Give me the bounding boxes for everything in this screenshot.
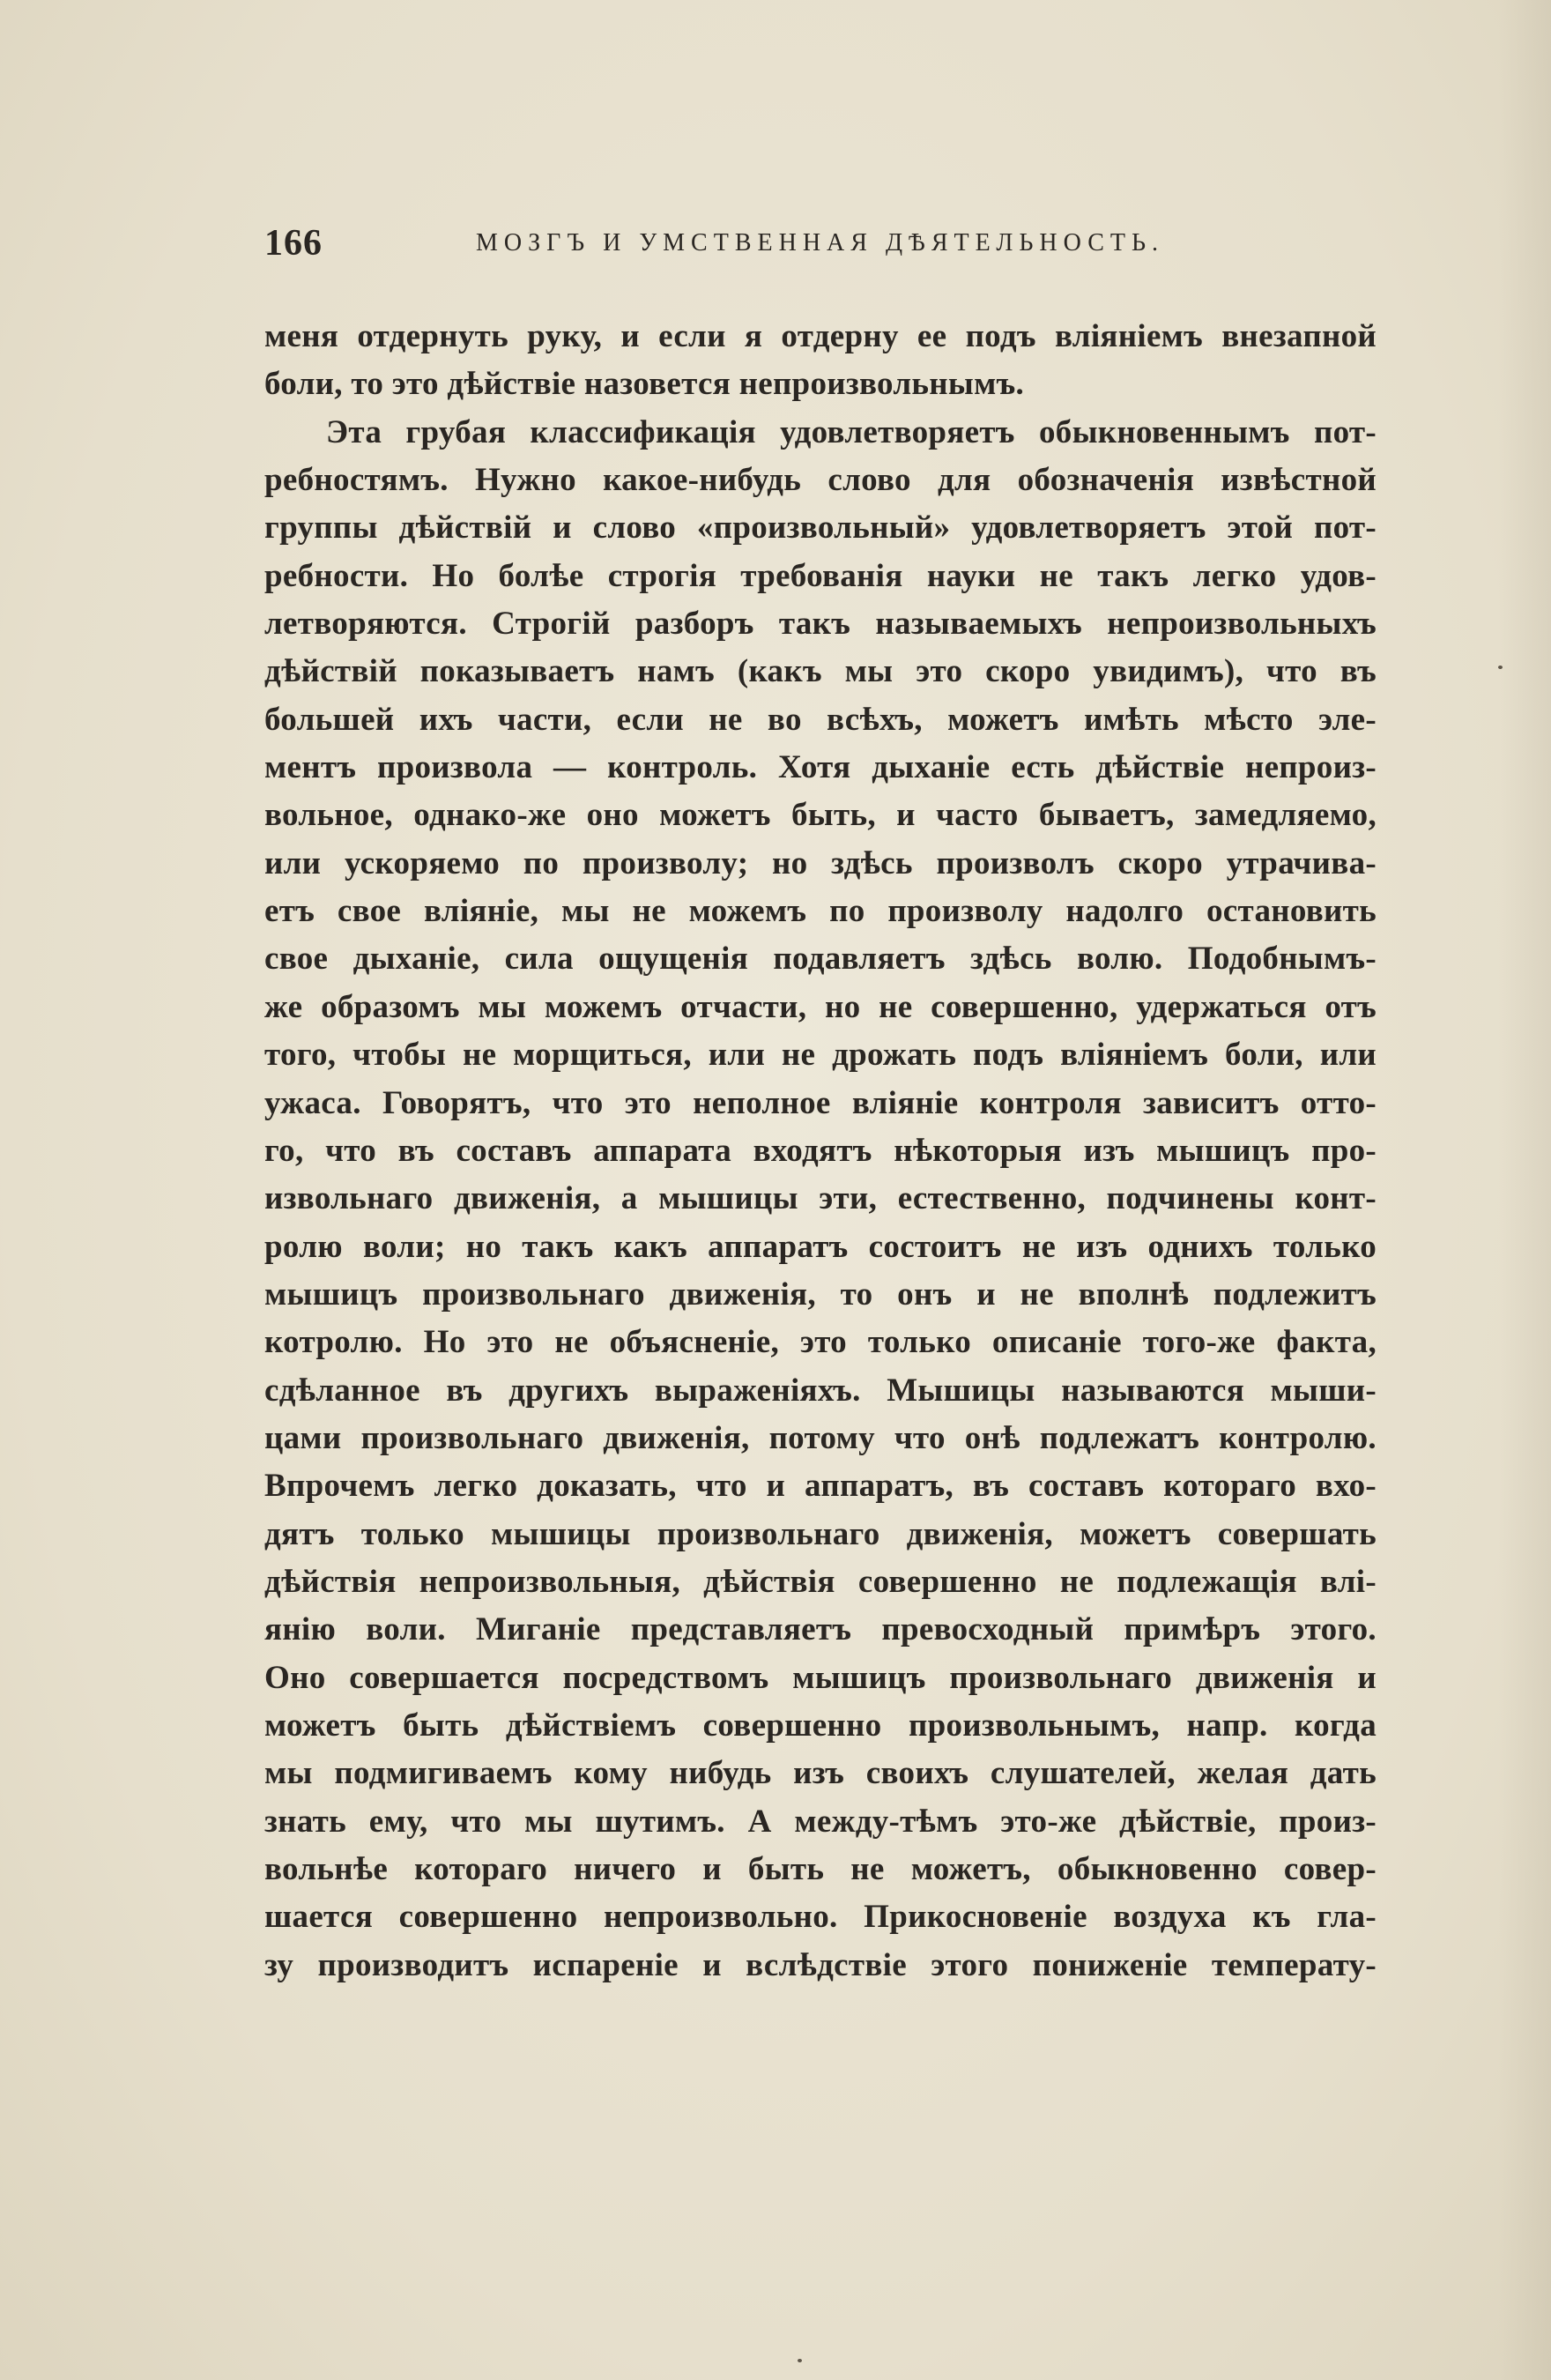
text-line: вольнѣе котораго ничего и быть не можетъ, обыкновенно совер- (264, 1851, 1377, 1887)
page-header (264, 222, 1377, 266)
text-line: извольнаго движенія, а мышицы эти, естественно, подчинены конт- (264, 1180, 1377, 1217)
text-line: Эта грубая классификація удовлетворяетъ обыкновеннымъ пот- (326, 413, 1377, 450)
text-line: го, что въ составъ аппарата входятъ нѣкоторыя изъ мышицъ про- (264, 1132, 1377, 1169)
text-line: же образомъ мы можемъ отчасти, но не совершенно, удержаться отъ (264, 988, 1377, 1025)
text-line: дятъ только мышицы произвольнаго движенія, можетъ совершать (264, 1515, 1377, 1552)
text-line: мы подмигиваемъ кому нибудь изъ своихъ слушателей, желая дать (264, 1755, 1377, 1792)
page-number: 166 (264, 223, 323, 264)
running-head: МОЗГЪ И УМСТВЕННАЯ ДѢЯТЕЛЬНОСТЬ. (476, 229, 1165, 257)
text-line: ролю воли; но такъ какъ аппаратъ состоитъ не изъ однихъ только (264, 1228, 1377, 1265)
text-line: дѣйствія непроизвольныя, дѣйствія совершенно не подлежащія влі- (264, 1563, 1377, 1600)
text-line: етъ свое вліяніе, мы не можемъ по произволу надолго остановить (264, 893, 1377, 930)
text-line: группы дѣйствій и слово «произвольный» удовлетворяетъ этой пот- (264, 509, 1377, 547)
text-line: вольное, однако-же оно можетъ быть, и часто бываетъ, замедляемо, (264, 797, 1377, 834)
text-line: или ускоряемо по произволу; но здѣсь произволъ скоро утрачива- (264, 844, 1377, 881)
text-line: летворяются. Строгій разборъ такъ называемыхъ непроизвольныхъ (264, 606, 1377, 643)
body-text (264, 313, 1377, 1990)
paper-speck (798, 2359, 802, 2362)
text-line: шается совершенно непроизвольно. Прикосновеніе воздуха къ гла- (264, 1899, 1377, 1936)
text-line: можетъ быть дѣйствіемъ совершенно произвольнымъ, напр. когда (264, 1707, 1377, 1744)
text-line: дѣйствій показываетъ намъ (какъ мы это скоро увидимъ), что въ (264, 653, 1377, 690)
text-line: меня отдернуть руку, и если я отдерну ее подъ вліяніемъ внезапной (264, 318, 1377, 354)
text-line: котролю. Но это не объясненіе, это только описаніе того-же факта, (264, 1324, 1377, 1361)
page-edge-shadow (1498, 0, 1551, 2380)
text-line: боли, то это дѣйствіе назовется непроизвольнымъ. (264, 366, 1025, 403)
text-line: Оно совершается посредствомъ мышицъ произвольнаго движенія и (264, 1659, 1377, 1696)
text-line: Впрочемъ легко доказать, что и аппаратъ, въ составъ котораго вхо- (264, 1468, 1377, 1505)
text-line: ужаса. Говорятъ, что это неполное вліяніе контроля зависитъ отто- (264, 1084, 1377, 1121)
text-line: цами произвольнаго движенія, потому что онѣ подлежатъ контролю. (264, 1419, 1377, 1456)
text-line: большей ихъ части, если не во всѣхъ, можетъ имѣть мѣсто эле- (264, 701, 1377, 738)
text-line: мышицъ произвольнаго движенія, то онъ и не вполнѣ подлежитъ (264, 1276, 1377, 1313)
text-line: янію воли. Миганіе представляетъ превосходный примѣръ этого. (264, 1611, 1377, 1648)
text-line: свое дыханіе, сила ощущенія подавляетъ здѣсь волю. Подобнымъ- (264, 941, 1377, 978)
text-line: ребности. Но болѣе строгія требованія науки не такъ легко удов- (264, 557, 1377, 594)
text-line: ментъ произвола — контроль. Хотя дыханіе есть дѣйствіе непроиз- (264, 749, 1377, 786)
text-line: зу производитъ испареніе и вслѣдствіе этого пониженіе температу- (264, 1946, 1377, 1983)
text-line: знать ему, что мы шутимъ. А между-тѣмъ это-же дѣйствіе, произ- (264, 1803, 1377, 1840)
text-line: ребностямъ. Нужно какое-нибудь слово для обозначенія извѣстной (264, 462, 1377, 499)
paper-speck (1498, 666, 1503, 669)
text-line: того, чтобы не морщиться, или не дрожать подъ вліяніемъ боли, или (264, 1037, 1377, 1074)
text-line: сдѣланное въ другихъ выраженіяхъ. Мышицы называются мыши- (264, 1372, 1377, 1409)
